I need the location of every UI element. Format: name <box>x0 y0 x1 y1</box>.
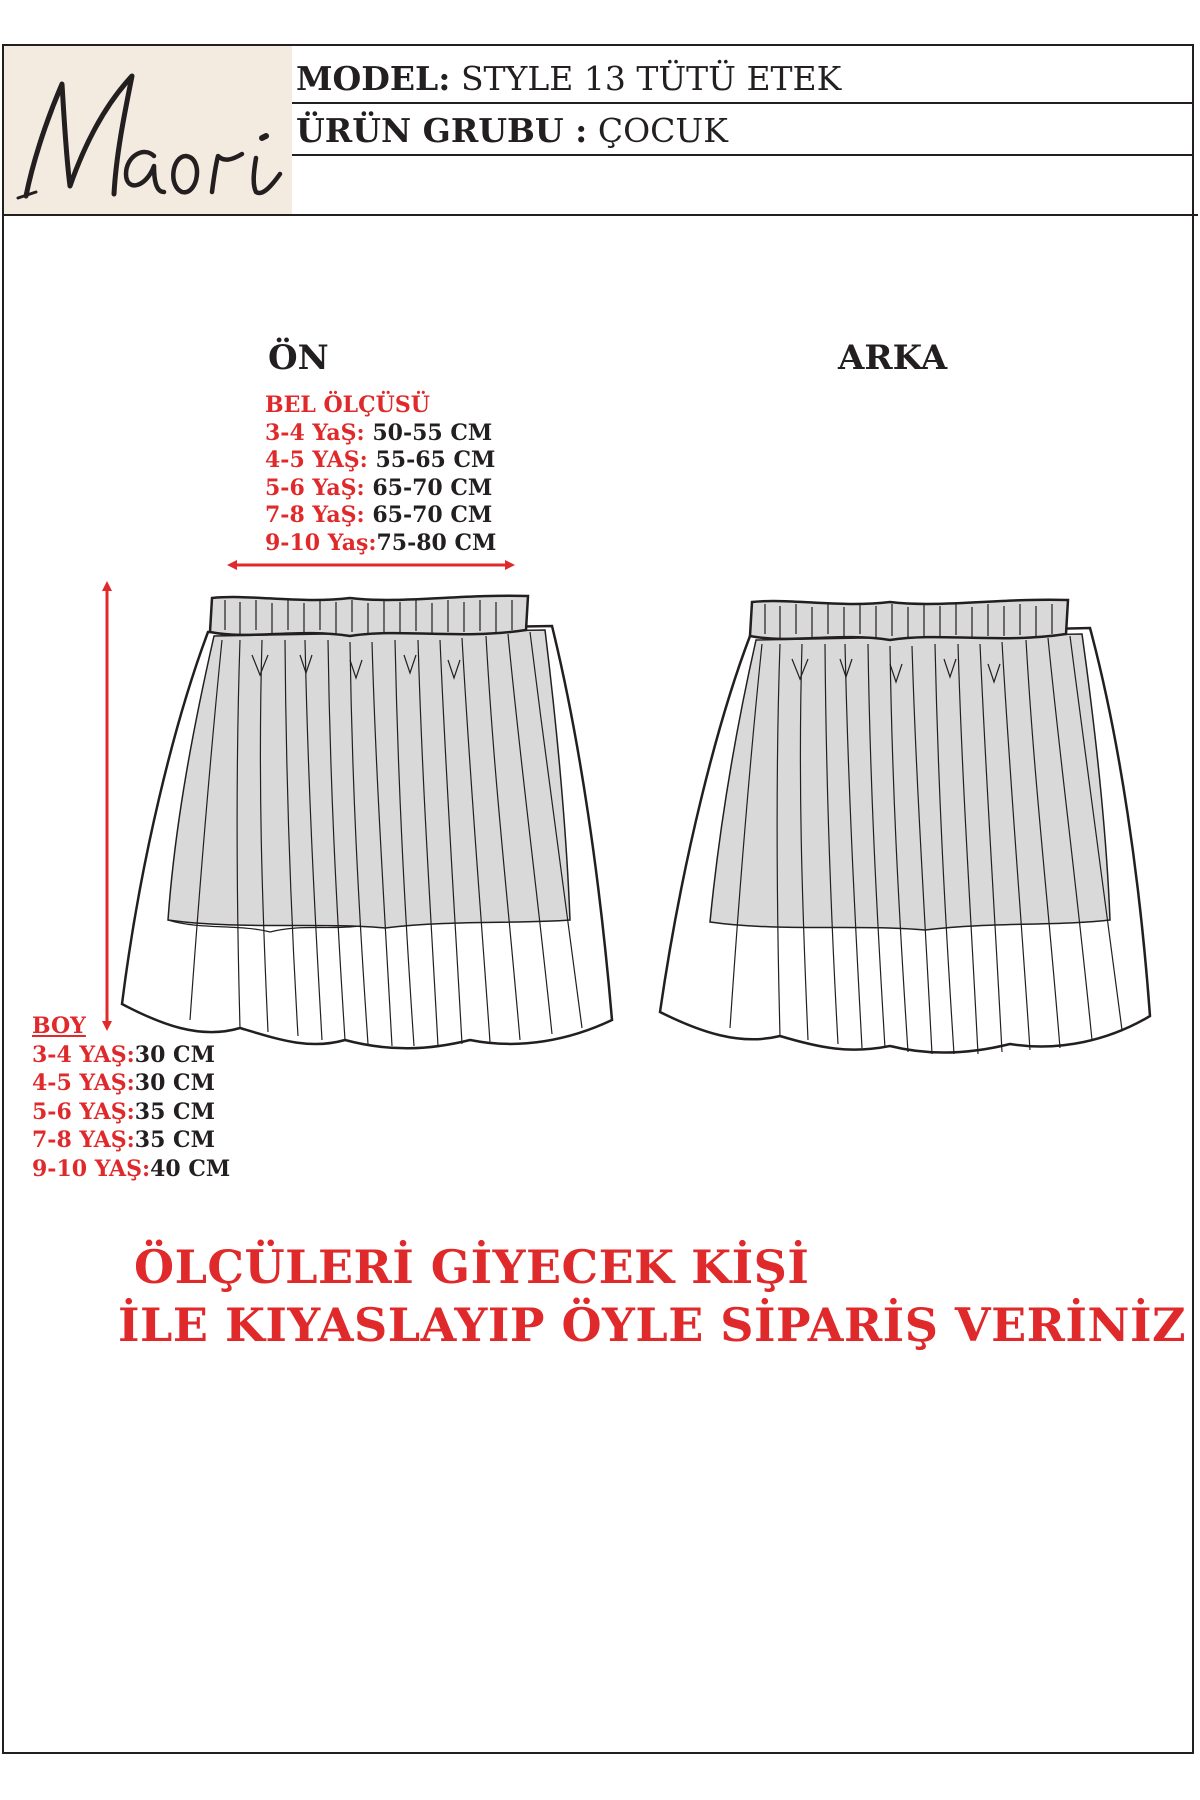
product-group-value: ÇOCUK <box>597 111 728 150</box>
front-view-label: ÖN <box>268 338 329 378</box>
notice-line-1: ÖLÇÜLERİ GİYECEK KİŞİ <box>134 1240 810 1294</box>
length-row: 9-10 YAŞ:40 CM <box>32 1155 231 1182</box>
front-skirt-drawing <box>122 596 612 1049</box>
waist-row: 3-4 YaŞ: 50-55 CM <box>265 419 493 446</box>
waist-title: BEL ÖLÇÜSÜ <box>265 392 430 418</box>
length-title: BOY <box>32 1013 86 1039</box>
length-row: 5-6 YAŞ:35 CM <box>32 1098 215 1125</box>
notice-line-2: İLE KIYASLAYIP ÖYLE SİPARİŞ VERİNİZ <box>118 1298 1187 1352</box>
model-value: STYLE 13 TÜTÜ ETEK <box>460 59 842 98</box>
back-skirt-drawing <box>660 600 1150 1054</box>
waist-row: 7-8 YaŞ: 65-70 CM <box>265 502 493 528</box>
model-label: MODEL: <box>296 59 451 98</box>
waist-row: 5-6 YaŞ: 65-70 CM <box>265 474 493 501</box>
back-view-label: ARKA <box>838 338 948 378</box>
product-group-label: ÜRÜN GRUBU : <box>296 111 588 150</box>
waist-row: 4-5 YAŞ: 55-65 CM <box>265 447 496 473</box>
length-row: 4-5 YAŞ:30 CM <box>32 1070 215 1096</box>
waist-row: 9-10 Yaş:75-80 CM <box>265 529 497 556</box>
length-row: 7-8 YAŞ:35 CM <box>32 1127 215 1153</box>
length-row: 3-4 YAŞ:30 CM <box>32 1041 215 1068</box>
